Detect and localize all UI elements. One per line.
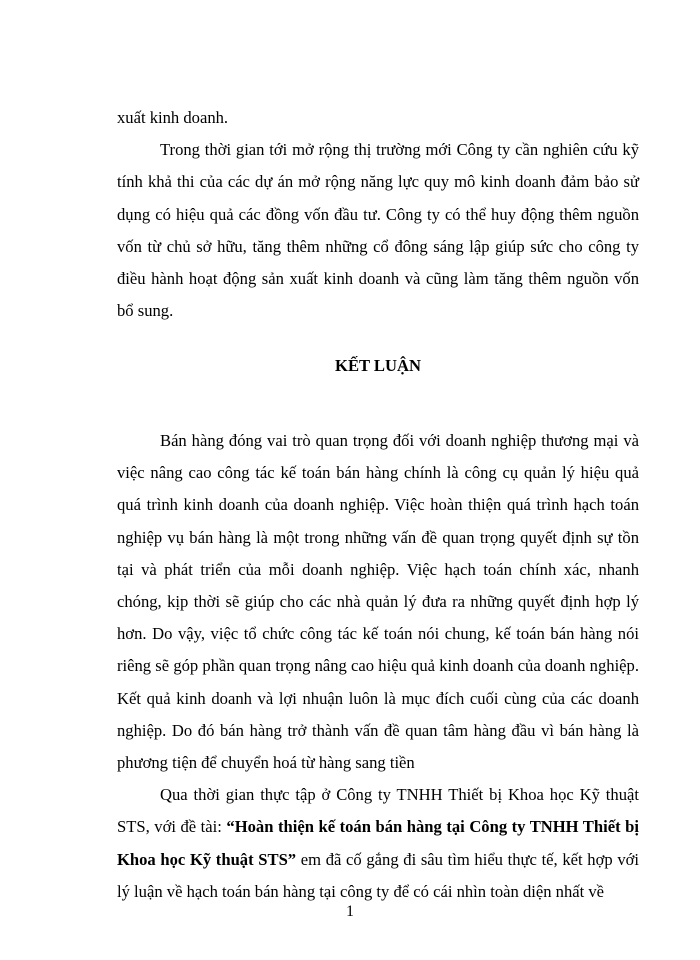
top-section xyxy=(117,102,639,327)
paragraph-2-end: em đã cố gắng đi sâu tìm hiểu thực tế, kết hợp với lý luận về hạch toán bán hàng tại công ty để có cái nhìn toàn diện nhất về xyxy=(117,849,640,901)
continuation-line: xuất kinh doanh. xyxy=(117,108,229,127)
conclusion-paragraph-2 xyxy=(117,779,639,908)
thesis-title: “Hoàn thiện kế toán bán hàng tại Công ty TNHH Thiết bị Khoa học Kỹ thuật STS” xyxy=(117,817,639,869)
conclusion-paragraph-1: Bán hàng đóng vai trò quan trọng đối với doanh nghiệp thương mại và việc nâng cao công tác kế toán bán hàng chính là công cụ quản lý hiệu quả quá trình kinh doanh của doanh nghiệp. Việc hoàn thiện quá trình hạch toán nghiệp vụ bán hàng là một trong những vấn đề quan trọng quyết định sự tồn tại và phát triển của mỗi doanh nghiệp. Việc hạch toán chính xác, nhanh chóng, kịp thời sẽ giúp cho các nhà quản lý đưa ra những quyết định hợp lý hơn. Do vậy, việc tổ chức công tác kế toán nói chung, kế toán bán hàng nói riêng sẽ góp phần quan trọng nâng cao hiệu quả kinh doanh của doanh nghiệp. Kết quả kinh doanh và lợi nhuận luôn là mục đích cuối cùng của các doanh nghiệp. Do đó bán hàng trở thành vấn đề quan tâm hàng đầu vì bán hàng là phương tiện để chuyển hoá từ hàng sang tiền xyxy=(117,431,639,773)
top-paragraph: Trong thời gian tới mở rộng thị trường mới Công ty cần nghiên cứu kỹ tính khả thi của các dự án mở rộng năng lực quy mô kinh doanh đảm bảo sử dụng có hiệu quả các đồng vốn đầu tư. Công ty có thể huy động thêm nguồn vốn từ chủ sở hữu, tăng thêm những cổ đông sáng lập giúp sức cho công ty điều hành hoạt động sản xuất kinh doanh và cũng làm tăng thêm nguồn vốn bổ sung. xyxy=(117,140,639,321)
conclusion-heading: KẾT LUẬN xyxy=(335,356,421,375)
conclusion-section xyxy=(117,425,639,908)
page-number: 1 xyxy=(346,903,354,920)
paragraph-2-start: Qua thời gian thực tập ở Công ty TNHH Thiết bị Khoa học Kỹ thuật STS, với đề tài: xyxy=(117,785,639,837)
